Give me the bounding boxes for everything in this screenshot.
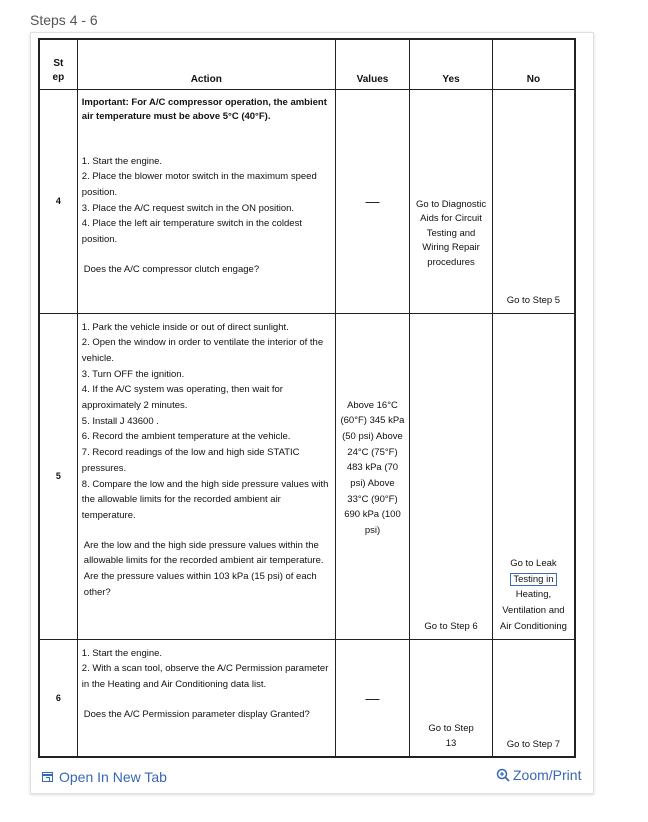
- table-row: [39, 639, 575, 757]
- open-new-tab-label: Open In New Tab: [59, 769, 167, 785]
- zoom-print-label: Zoom/Print: [513, 767, 582, 783]
- no-cell: [492, 639, 575, 757]
- no-text-pre: Go to Leak: [510, 557, 557, 569]
- question: Are the low and the high side pressure values within the allowable limits for the recorded ambient air temperature. Are the pressure values within 103 kPa (15 psi) of each other?: [83, 539, 324, 598]
- instruction: 7. Record readings of the low and high side STATIC pressures.: [81, 447, 300, 474]
- instruction: 4. If the A/C system was operating, then wait for approximately 2 minutes.: [81, 384, 283, 412]
- pressure-values: Above 16°C (60°F) 345 kPa (50 psi) Above 24°C (75°F) 483 kPa (70 psi) Above 33°C (90°F) 690 kPa (100 psi): [340, 399, 405, 537]
- steps-table: [38, 38, 576, 758]
- yes-text: Go to Diagnostic Aids for Circuit Testing and Wiring Repair procedures: [415, 198, 487, 268]
- instruction: 3. Place the A/C request switch in the ON position.: [81, 202, 295, 214]
- instruction: 1. Start the engine.: [81, 155, 163, 167]
- instruction: 2. Place the blower motor switch in the maximum speed position.: [81, 171, 317, 198]
- instruction: 1. Park the vehicle inside or out of direct sunlight.: [81, 321, 289, 333]
- table-header-row: [39, 39, 575, 89]
- action-cell: [77, 89, 335, 313]
- instruction: 1. Start the engine.: [81, 647, 163, 659]
- no-cell: [492, 89, 575, 313]
- instruction: 2. With a scan tool, observe the A/C Permission parameter in the Heating and Air Conditioning data list.: [81, 663, 329, 690]
- yes-cell: [410, 639, 493, 757]
- header-step: St ep: [39, 39, 77, 89]
- question: Does the A/C Permission parameter display Granted?: [83, 708, 310, 720]
- open-new-tab-button[interactable]: [42, 769, 167, 785]
- yes-text: Go to Step 6: [424, 621, 478, 632]
- no-text-block: [499, 556, 568, 635]
- step-number: 4: [39, 89, 77, 313]
- instruction: 4. Place the left air temperature switch in the coldest position.: [81, 218, 302, 246]
- instruction: 3. Turn OFF the ignition.: [81, 368, 185, 380]
- step-number: 6: [39, 639, 77, 757]
- zoom-print-button[interactable]: [496, 767, 581, 783]
- action-cell: [77, 639, 335, 757]
- instruction: 2. Open the window in order to ventilate the interior of the vehicle.: [81, 337, 324, 364]
- leak-testing-link[interactable]: Testing in: [510, 573, 556, 586]
- header-no: No: [492, 39, 575, 89]
- yes-text: Go to Step 13: [428, 722, 474, 750]
- action-cell: [77, 313, 335, 639]
- table-row: [39, 313, 575, 639]
- values-cell: —: [335, 639, 410, 757]
- values-cell: —: [335, 89, 410, 313]
- no-cell: [492, 313, 575, 639]
- open-new-tab-icon: [42, 772, 53, 782]
- step-number: 5: [39, 313, 77, 639]
- yes-cell: [410, 313, 493, 639]
- instruction: 6. Record the ambient temperature at the vehicle.: [81, 431, 291, 443]
- header-yes: Yes: [410, 39, 493, 89]
- no-text-post: Heating, Ventilation and Air Conditioning: [499, 589, 567, 632]
- instruction: 5. Install J 43600 .: [81, 415, 159, 427]
- no-text: Go to Step 7: [506, 738, 561, 750]
- values-cell: [335, 313, 410, 639]
- no-text: Go to Step 5: [506, 295, 561, 306]
- zoom-icon: [496, 768, 510, 782]
- steps-caption: Steps 4 - 6: [30, 12, 98, 28]
- question: Does the A/C compressor clutch engage?: [83, 263, 260, 275]
- yes-cell: [410, 89, 493, 313]
- instruction: 8. Compare the low and the high side pressure values with the allowable limits for the recorded ambient air temperature.: [81, 478, 329, 521]
- important-note: Important: For A/C compressor operation, the ambient air temperature must be above 5°C (40°F).: [81, 96, 327, 122]
- header-values: Values: [335, 39, 410, 89]
- header-action: Action: [77, 39, 335, 89]
- table-row: [39, 89, 575, 313]
